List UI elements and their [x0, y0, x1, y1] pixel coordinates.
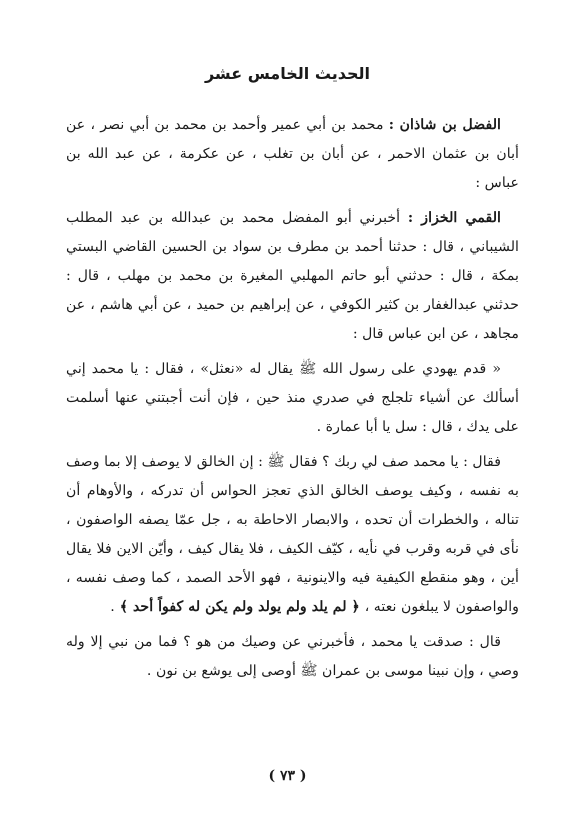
paragraph-tail: .: [110, 599, 115, 615]
narrator-label: الفضل بن شاذان :: [388, 117, 501, 133]
hadith-heading: الحديث الخامس عشر: [204, 64, 371, 83]
paragraph-text: قال : صدقت يا محمد ، فأخبرني عن وصيك من هو ؟ فما من نبي إلا وله وصي ، وإن نبينا موسى بن عمران ﷺ أوصى إلى يوشع بن نون .: [66, 634, 519, 679]
paragraph-narration-start: [66, 355, 519, 442]
paragraph-text: محمد بن أبي عمير وأحمد بن محمد بن أبي نصر ، عن أبان بن عثمان الاحمر ، عن أبان بن تغلب ، عن عكرمة ، عن عبد الله بن عباس :: [66, 117, 519, 191]
page-number: ( ٧٣ ): [268, 768, 307, 784]
quran-quote: ﴿ لم يلد ولم يولد ولم يكن له كفواً أحد ﴾: [114, 599, 365, 615]
paragraph-text: فقال : يا محمد صف لي ربك ؟ فقال ﷺ : إن الخالق لا يوصف إلا بما وصف به نفسه ، وكيف يوصف الخالق الذي تعجز الحواس أن تدركه ، والأوهام أن تناله ، والخطرات أن تحده ، والابصار الاحاطة به ، جل عمّا يصفه الواصفون ، نأى في قربه وقرب في نأيه ، كيّف الكيف ، فلا يقال كيف ، وأيّن الاين فلا يقال أين ، وهو منقطع الكيفية فيه والاينونية ، فهو الأحد الصمد ، كما وصف نفسه ، والواصفون لا يبلغون نعته ،: [66, 454, 519, 615]
paragraph-fadl-bin-shadhan: [66, 111, 519, 198]
page-body: [66, 111, 519, 686]
paragraph-successor-question: [66, 628, 519, 686]
paragraph-qummi-khazzaz: [66, 204, 519, 349]
paragraph-text: أخبرني أبو المفضل محمد بن عبدالله بن عبد المطلب الشيباني ، قال : حدثنا أحمد بن مطرف بن سواد بن الحسين القاضي البستي بمكة ، قال : حدثني أبو حاتم المهلبي المغيرة بن محمد بن مهلب ، قال : حدثني عبدالغفار بن كثير الكوفي ، عن إبراهيم بن حميد ، عن أبي هاشم ، عن مجاهد ، عن ابن عباس قال :: [66, 210, 519, 342]
paragraph-describe-lord: [66, 448, 519, 622]
paragraph-text: « قدم يهودي على رسول الله ﷺ يقال له «نعثل» ، فقال : يا محمد إني أسألك عن أشياء تلجلج في صدري منذ حين ، فإن أنت أجبتني عنها أسلمت على يدك ، قال : سل يا أبا عمارة .: [66, 361, 519, 435]
narrator-label: القمي الخزاز :: [407, 210, 501, 226]
